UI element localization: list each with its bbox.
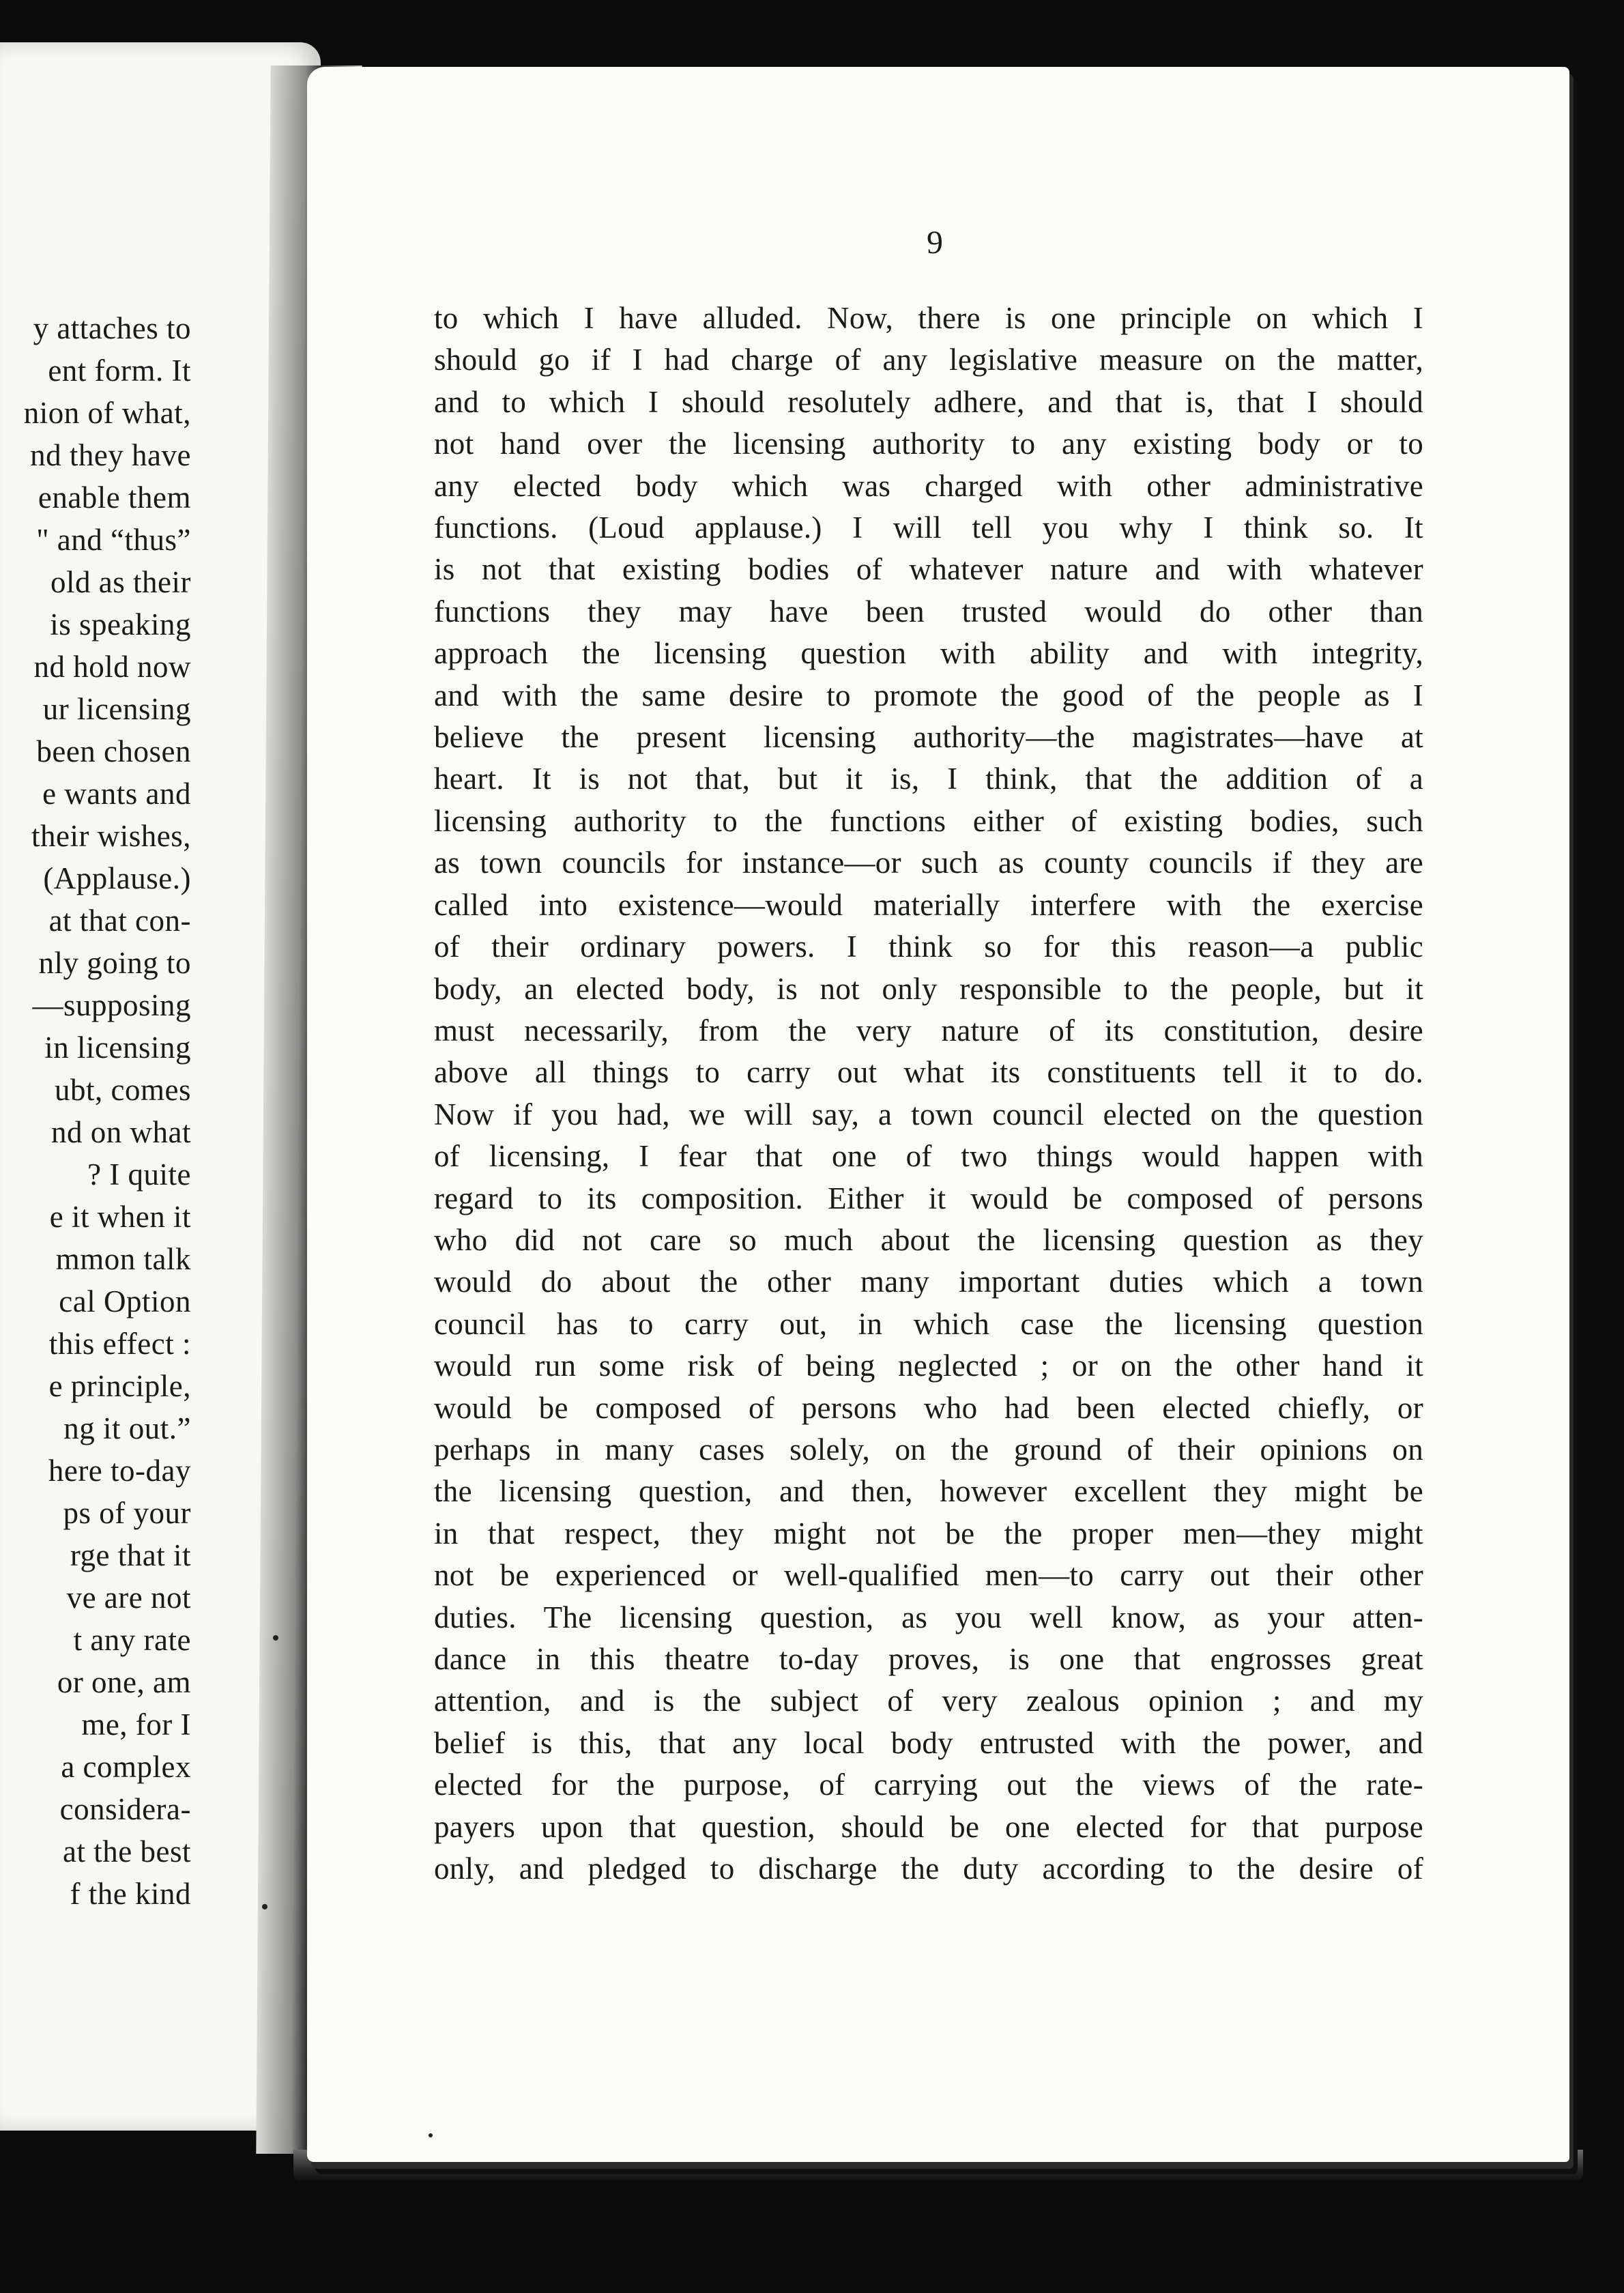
left-page-line: ps of your: [63, 1496, 191, 1530]
left-page-line: this effect :: [48, 1327, 191, 1361]
left-page-line: ve are not: [66, 1581, 191, 1615]
left-page-line: ng it out.”: [63, 1411, 191, 1445]
body-line: functions they may have been trusted would do other than: [434, 594, 1423, 629]
body-line: regard to its composition. Either it would be composed of persons: [434, 1181, 1423, 1215]
body-text: [434, 298, 1423, 1890]
body-line: would run some risk of being neglected ; or on the other hand it: [434, 1349, 1423, 1383]
body-line: in that respect, they might not be the proper men—they might: [434, 1516, 1423, 1551]
left-page-line: nd hold now: [33, 650, 191, 684]
left-page-line: " and “thus”: [36, 523, 191, 557]
left-page-line: old as their: [50, 565, 191, 599]
body-line: council has to carry out, in which case the licensing question: [434, 1306, 1423, 1341]
left-page-line: e wants and: [42, 777, 191, 811]
left-page-line: rge that it: [70, 1538, 191, 1572]
left-page-line: in licensing: [44, 1030, 191, 1065]
left-page-line: their wishes,: [31, 819, 191, 853]
body-line: Now if you had, we will say, a town council elected on the question: [434, 1097, 1423, 1131]
left-page-line: —supposing: [32, 988, 191, 1022]
body-line: perhaps in many cases solely, on the ground of their opinions on: [434, 1432, 1423, 1467]
body-line: the licensing question, and then, however excellent they might be: [434, 1474, 1423, 1509]
body-line: would do about the other many important duties which a town: [434, 1265, 1423, 1299]
body-line: body, an elected body, is not only responsible to the people, but it: [434, 971, 1423, 1006]
margin-speck: [262, 1904, 267, 1909]
left-page-line: a complex: [61, 1750, 191, 1784]
left-page-line: f the kind: [70, 1877, 191, 1911]
left-page-line: or one, am: [57, 1665, 191, 1699]
left-page-line: y attaches to: [33, 311, 191, 345]
body-line: elected for the purpose, of carrying out the views of the rate-: [434, 1768, 1423, 1802]
body-line: believe the present licensing authority—the magistrates—have at: [434, 720, 1423, 755]
body-line: not hand over the licensing authority to any existing body or to: [434, 427, 1423, 461]
left-page-line: t any rate: [73, 1623, 191, 1657]
left-page-line: been chosen: [36, 734, 191, 768]
body-line: and to which I should resolutely adhere, and that is, that I should: [434, 384, 1423, 419]
left-page-line: nion of what,: [23, 396, 191, 430]
body-line: only, and pledged to discharge the duty according to the desire of: [434, 1851, 1423, 1886]
left-page-line: e it when it: [49, 1200, 191, 1234]
body-line: heart. It is not that, but it is, I think, that the addition of a: [434, 762, 1423, 796]
left-page-line: ubt, comes: [55, 1073, 191, 1107]
left-page-line: here to-day: [48, 1454, 191, 1488]
left-page-line: me, for I: [81, 1707, 191, 1742]
body-line: above all things to carry out what its constituents tell it to do.: [434, 1055, 1423, 1090]
body-line: of licensing, I fear that one of two things would happen with: [434, 1139, 1423, 1174]
body-line: must necessarily, from the very nature of its constitution, desire: [434, 1013, 1423, 1048]
left-page-text: [0, 307, 191, 1915]
body-line: called into existence—would materially interfere with the exercise: [434, 887, 1423, 922]
left-page-line: (Applause.): [43, 861, 191, 895]
left-page-line: enable them: [38, 480, 191, 515]
body-line: approach the licensing question with ability and with integrity,: [434, 636, 1423, 671]
body-line: licensing authority to the functions either of existing bodies, such: [434, 803, 1423, 838]
margin-speck: [429, 2133, 433, 2137]
left-page-line: nly going to: [38, 946, 191, 980]
body-line: should go if I had charge of any legislative measure on the matter,: [434, 343, 1423, 377]
body-line: would be composed of persons who had been elected chiefly, or: [434, 1390, 1423, 1425]
left-page-line: is speaking: [50, 607, 191, 641]
body-line: any elected body which was charged with other administrative: [434, 468, 1423, 503]
margin-speck: [273, 1635, 278, 1641]
left-page-line: ? I quite: [87, 1157, 191, 1192]
body-line: duties. The licensing question, as you well know, as your atten-: [434, 1600, 1423, 1634]
body-line: to which I have alluded. Now, there is one principle on which I: [434, 301, 1423, 335]
body-line: functions. (Loud applause.) I will tell you why I think so. It: [434, 510, 1423, 545]
left-page-line: ent form. It: [48, 354, 191, 388]
left-page-line: ur licensing: [42, 692, 191, 726]
left-page-line: at the best: [63, 1834, 191, 1869]
left-page-line: cal Option: [59, 1284, 191, 1318]
left-page-line: at that con-: [48, 904, 191, 938]
body-line: payers upon that question, should be one elected for that purpose: [434, 1809, 1423, 1844]
page-number: 9: [927, 225, 943, 261]
left-page-line: e principle,: [48, 1369, 191, 1403]
left-page-line: nd on what: [51, 1115, 191, 1149]
left-page-line: mmon talk: [55, 1242, 191, 1276]
body-line: not be experienced or well-qualified men—to carry out their other: [434, 1558, 1423, 1593]
body-line: attention, and is the subject of very zealous opinion ; and my: [434, 1684, 1423, 1718]
left-page-line: nd they have: [30, 438, 191, 472]
body-line: who did not care so much about the licensing question as they: [434, 1222, 1423, 1257]
body-line: as town councils for instance—or such as county councils if they are: [434, 846, 1423, 880]
left-page-line: considera-: [59, 1792, 191, 1826]
body-line: dance in this theatre to-day proves, is one that engrosses great: [434, 1642, 1423, 1676]
body-line: of their ordinary powers. I think so for this reason—a public: [434, 929, 1423, 964]
body-line: belief is this, that any local body entrusted with the power, and: [434, 1725, 1423, 1760]
body-line: is not that existing bodies of whatever nature and with whatever: [434, 552, 1423, 587]
body-line: and with the same desire to promote the good of the people as I: [434, 678, 1423, 712]
